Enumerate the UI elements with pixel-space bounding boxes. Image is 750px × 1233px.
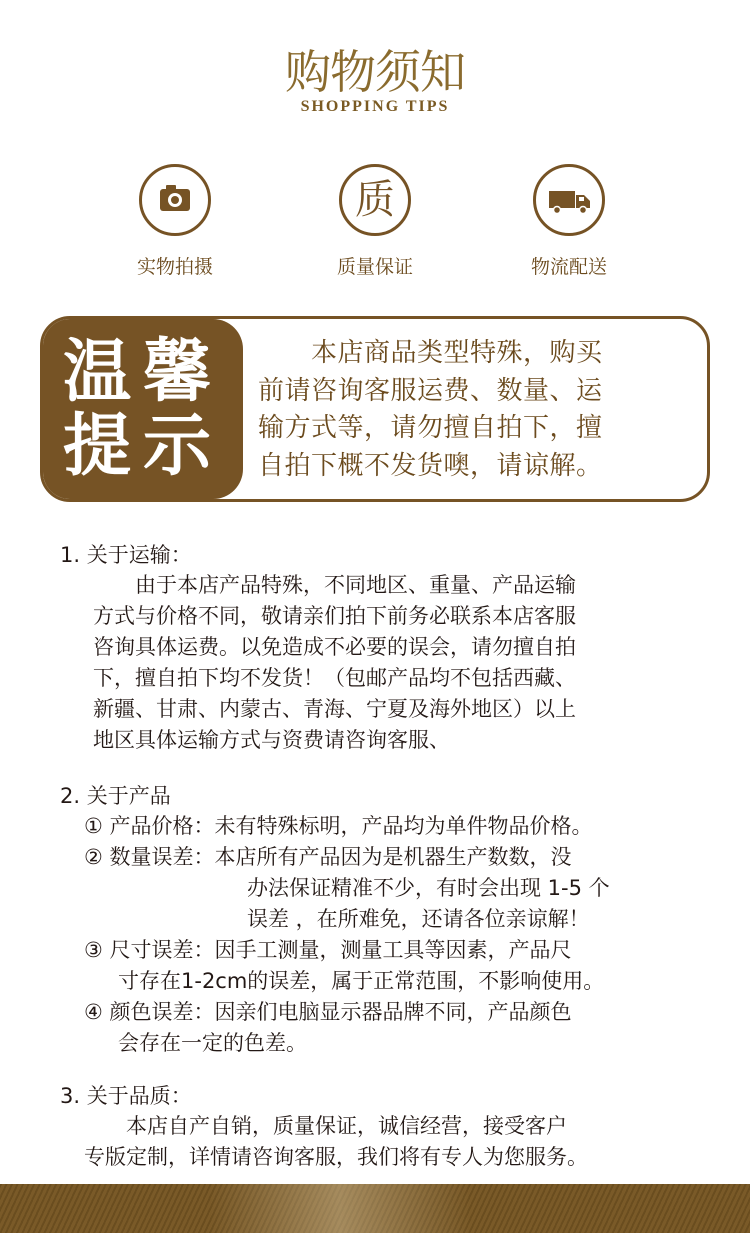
camera-icon-circle (139, 164, 211, 236)
product-item-cont: 误差 ，在所难免，还请各位亲谅解！ (247, 907, 590, 931)
product-item-cont: 办法保证精准不少，有时会出现 1-5 个 (247, 876, 610, 900)
feature-real-photo (115, 164, 235, 279)
page-subtitle: SHOPPING TIPS (300, 98, 450, 115)
notice-badge (43, 319, 243, 499)
truck-icon (536, 167, 602, 233)
camera-icon (142, 167, 208, 233)
quality-icon: 质 (355, 177, 395, 223)
quality-line: 专版定制，详情请咨询客服，我们将有专人为您服务。 (84, 1145, 588, 1169)
product-item-cont: 会存在一定的色差。 (118, 1031, 307, 1055)
notice-text (258, 335, 698, 485)
quality-line: 本店自产自销，质量保证，诚信经营，接受客户 (84, 1114, 567, 1138)
quality-icon-circle (339, 164, 411, 236)
feature-label: 物流配送 (530, 256, 607, 278)
product-item: ② 数量误差：本店所有产品因为是机器生产数数，没 (84, 845, 572, 869)
shipping-line: 下，擅自拍下均不发货！（包邮产品均不包括西藏、 (93, 666, 576, 690)
feature-quality (315, 164, 435, 279)
badge-char: 温 (63, 333, 132, 412)
badge-char: 示 (143, 407, 212, 486)
notice-line: 自拍下概不发货噢，请谅解。 (258, 450, 603, 481)
section-title-quality: 3. 关于品质： (60, 1084, 192, 1108)
shipping-line: 由于本店产品特殊，不同地区、重量、产品运输 (93, 573, 576, 597)
product-item: ④ 颜色误差：因亲们电脑显示器品牌不同，产品颜色 (84, 1000, 572, 1024)
footer-highlight (210, 1184, 470, 1233)
badge-char: 提 (63, 407, 132, 486)
feature-label: 实物拍摄 (136, 256, 213, 278)
shipping-line: 新疆、甘肃、内蒙古、青海、宁夏及海外地区）以上 (93, 697, 576, 721)
badge-char: 馨 (143, 333, 212, 412)
section-title-product: 2. 关于产品 (60, 784, 171, 808)
product-item-cont: 寸存在1-2cm的误差，属于正常范围，不影响使用。 (118, 969, 605, 993)
shipping-line: 方式与价格不同，敬请亲们拍下前务必联系本店客服 (93, 604, 576, 628)
page-title: 购物须知 (285, 45, 465, 99)
truck-icon-circle (533, 164, 605, 236)
section-title-shipping: 1. 关于运输： (60, 543, 192, 567)
notice-line: 本店商品类型特殊，购买 (258, 338, 603, 368)
feature-label: 质量保证 (336, 256, 413, 278)
product-item: ① 产品价格：未有特殊标明，产品均为单件物品价格。 (84, 814, 593, 838)
feature-logistics (509, 164, 629, 279)
product-item: ③ 尺寸误差：因手工测量，测量工具等因素，产品尺 (84, 938, 572, 962)
shipping-line: 地区具体运输方式与资费请咨询客服、 (93, 728, 450, 752)
notice-line: 输方式等，请勿擅自拍下，擅 (258, 413, 603, 443)
notice-box (40, 316, 710, 502)
shipping-line: 咨询具体运费。以免造成不必要的误会，请勿擅自拍 (93, 635, 576, 659)
notice-line: 前请咨询客服运费、数量、运 (258, 375, 603, 406)
